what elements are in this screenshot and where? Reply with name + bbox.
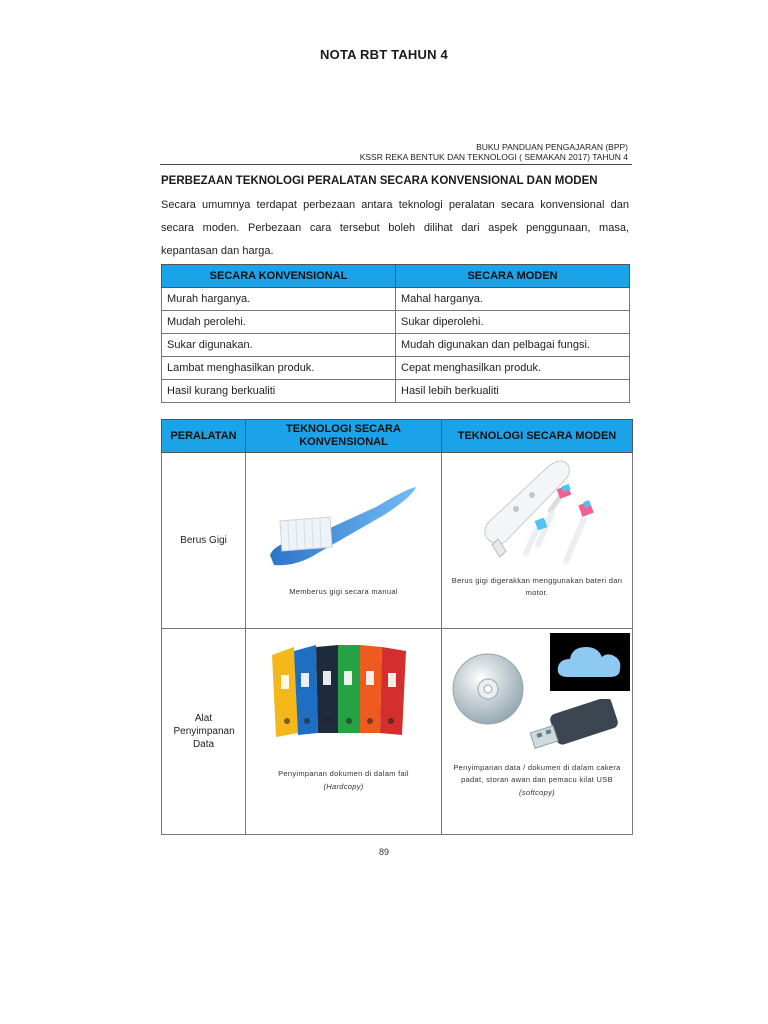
- header-rule: [160, 164, 632, 165]
- conventional-caption-italic: (Hardcopy): [323, 782, 364, 791]
- equipment-header-row: [162, 420, 633, 453]
- header-conventional-tech: TEKNOLOGI SECARA KONVENSIONAL: [246, 420, 442, 453]
- table-cell: Cepat menghasilkan produk.: [396, 357, 630, 380]
- cloud-storage-icon: [550, 633, 630, 691]
- manual-toothbrush-icon: [266, 481, 418, 573]
- equipment-table: [161, 419, 633, 835]
- table-row: [162, 311, 630, 334]
- intro-paragraph: Secara umumnya terdapat perbezaan antara teknologi peralatan secara konvensional dan secara moden. Perbezaan cara tersebut boleh dilihat dari aspek penggunaan, masa, kepantasan dan harga.: [161, 199, 629, 257]
- modern-caption: Berus gigi digerakkan menggunakan bateri dan motor.: [451, 576, 623, 597]
- running-head-line1: BUKU PANDUAN PENGAJARAN (BPP): [476, 142, 628, 152]
- comparison-table: [161, 264, 630, 403]
- comparison-header-row: [162, 265, 630, 288]
- table-row: [162, 357, 630, 380]
- table-cell: Mudah perolehi.: [162, 311, 396, 334]
- running-head-line2: KSSR REKA BENTUK DAN TEKNOLOGI ( SEMAKAN 2017) TAHUN 4: [359, 152, 628, 162]
- page-number: 89: [378, 847, 389, 857]
- running-head: [360, 142, 628, 162]
- table-cell: Mudah digunakan dan pelbagai fungsi.: [396, 334, 630, 357]
- header-modern: SECARA MODEN: [396, 265, 630, 288]
- equipment-label: Berus Gigi: [162, 453, 246, 629]
- equipment-label-text: Alat Penyimpanan Data: [173, 713, 235, 750]
- header-equipment: PERALATAN: [162, 420, 246, 453]
- section-heading: PERBEZAAN TEKNOLOGI PERALATAN SECARA KONVENSIONAL DAN MODEN: [161, 175, 598, 187]
- electric-toothbrush-icon: [480, 457, 604, 569]
- conventional-caption: Memberus gigi secara manual: [289, 587, 398, 596]
- modern-caption-italic: (softcopy): [519, 788, 555, 797]
- table-cell: Murah harganya.: [162, 288, 396, 311]
- file-binders-icon: [268, 637, 418, 737]
- table-cell: Hasil kurang berkualiti: [162, 380, 396, 403]
- document-title: NOTA RBT TAHUN 4: [320, 47, 448, 62]
- table-cell: Sukar digunakan.: [162, 334, 396, 357]
- header-conventional: SECARA KONVENSIONAL: [162, 265, 396, 288]
- table-row: [162, 380, 630, 403]
- usb-flash-drive-icon: [528, 699, 620, 757]
- conventional-cell: [246, 453, 442, 629]
- modern-cell: [442, 453, 633, 629]
- table-cell: Mahal harganya.: [396, 288, 630, 311]
- conventional-caption: Penyimpanan dokumen di dalam fail: [278, 769, 409, 778]
- table-row: [162, 629, 633, 835]
- table-cell: Hasil lebih berkualiti: [396, 380, 630, 403]
- compact-disc-icon: [450, 651, 526, 727]
- table-row: [162, 453, 633, 629]
- table-row: [162, 334, 630, 357]
- table-cell: Lambat menghasilkan produk.: [162, 357, 396, 380]
- table-row: [162, 288, 630, 311]
- modern-cell: [442, 629, 633, 835]
- table-cell: Sukar diperolehi.: [396, 311, 630, 334]
- equipment-label: [162, 629, 246, 835]
- conventional-cell: [246, 629, 442, 835]
- header-modern-tech: TEKNOLOGI SECARA MODEN: [442, 420, 633, 453]
- modern-caption: Penyimpanan data / dokumen di dalam cakera padat, storan awan dan pemacu kilat USB: [453, 763, 621, 784]
